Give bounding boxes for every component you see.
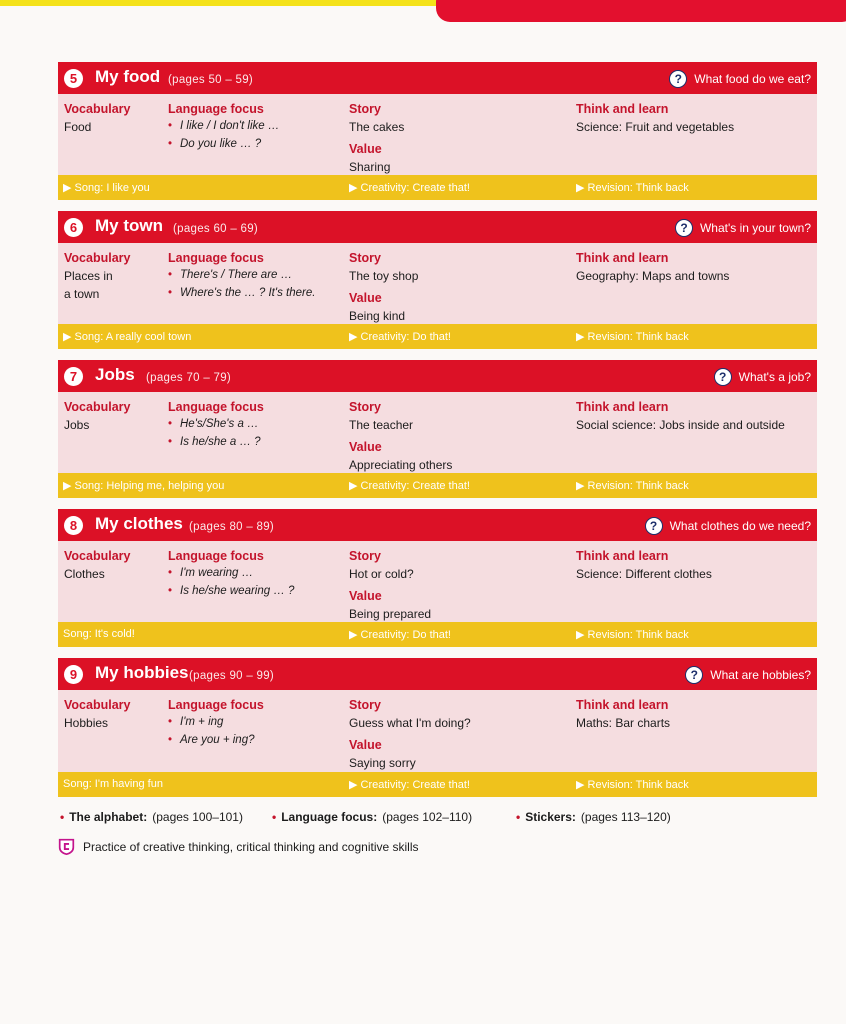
song-bar bbox=[58, 175, 817, 200]
unit-number-badge: 9 bbox=[64, 665, 83, 684]
footer-focus-label: Language focus: bbox=[281, 810, 378, 824]
language-focus-heading: Language focus bbox=[168, 549, 264, 563]
footer-stickers-pages: (pages 113–120) bbox=[580, 810, 671, 824]
think-and-learn-heading: Think and learn bbox=[576, 698, 669, 712]
unit-pages: (pages 90 – 99) bbox=[189, 670, 275, 682]
language-focus-list bbox=[168, 118, 279, 153]
language-focus-heading: Language focus bbox=[168, 102, 264, 116]
unit-header bbox=[58, 509, 817, 541]
value-text: Saying sorry bbox=[349, 756, 416, 770]
footer-alphabet-label: The alphabet: bbox=[69, 810, 148, 824]
vocabulary-heading: Vocabulary bbox=[64, 698, 131, 712]
footer-alphabet-pages: (pages 100–101) bbox=[152, 810, 243, 824]
value-heading: Value bbox=[349, 738, 382, 752]
language-focus-item: • I'm + ing bbox=[168, 714, 264, 732]
unit-6 bbox=[58, 211, 817, 349]
language-focus-heading: Language focus bbox=[168, 698, 264, 712]
footer-alphabet bbox=[60, 810, 243, 824]
vocabulary-heading: Vocabulary bbox=[64, 400, 131, 414]
creativity-label: ▶ Creativity: Create that! bbox=[349, 480, 470, 492]
think-and-learn-heading: Think and learn bbox=[576, 400, 669, 414]
story-title: The toy shop bbox=[349, 269, 419, 283]
language-focus-item: • I'm wearing … bbox=[168, 565, 294, 583]
think-and-learn-column bbox=[576, 249, 729, 285]
unit-number-badge: 5 bbox=[64, 69, 83, 88]
story-title: The teacher bbox=[349, 418, 414, 432]
unit-question-text: What's in your town? bbox=[699, 221, 811, 235]
language-focus-list bbox=[168, 565, 294, 600]
unit-question-text: What's a job? bbox=[738, 370, 811, 384]
creativity-label: ▶ Creativity: Do that! bbox=[349, 331, 451, 343]
language-focus-list bbox=[168, 714, 264, 749]
story-heading: Story bbox=[349, 698, 381, 712]
value-text: Appreciating others bbox=[349, 458, 453, 472]
language-focus-item: • Do you like … ? bbox=[168, 136, 279, 154]
vocabulary-column bbox=[64, 100, 130, 136]
language-focus-column bbox=[168, 249, 315, 302]
value-heading: Value bbox=[349, 142, 382, 156]
vocabulary-line: Food bbox=[64, 120, 92, 134]
language-focus-column bbox=[168, 547, 294, 600]
unit-question bbox=[645, 517, 811, 535]
unit-title: My clothes bbox=[95, 514, 183, 533]
language-focus-item: • Are you + ing? bbox=[168, 732, 264, 750]
story-heading: Story bbox=[349, 251, 381, 265]
unit-title: My food bbox=[95, 67, 161, 86]
footer-focus-pages: (pages 102–110) bbox=[382, 810, 473, 824]
revision-label: ▶ Revision: Think back bbox=[576, 182, 689, 194]
top-yellow-strip bbox=[0, 0, 460, 6]
unit-question bbox=[675, 219, 811, 237]
vocabulary-line: Clothes bbox=[64, 567, 105, 581]
story-column bbox=[349, 100, 404, 176]
unit-question bbox=[669, 70, 811, 88]
creativity-label: ▶ Creativity: Create that! bbox=[349, 182, 470, 194]
think-and-learn-column bbox=[576, 547, 712, 583]
vocabulary-column bbox=[64, 547, 130, 583]
language-focus-list bbox=[168, 416, 264, 451]
think-and-learn-heading: Think and learn bbox=[576, 549, 669, 563]
creativity-label: ▶ Creativity: Do that! bbox=[349, 629, 451, 641]
language-focus-column bbox=[168, 398, 264, 451]
revision-label: ▶ Revision: Think back bbox=[576, 779, 689, 791]
question-icon: ? bbox=[685, 666, 703, 684]
song-bar bbox=[58, 324, 817, 349]
value-heading: Value bbox=[349, 440, 382, 454]
vocabulary-column bbox=[64, 249, 130, 303]
question-icon: ? bbox=[675, 219, 693, 237]
thinking-skills-icon bbox=[58, 838, 75, 855]
story-column bbox=[349, 547, 431, 623]
story-column bbox=[349, 696, 471, 772]
vocabulary-column bbox=[64, 696, 130, 732]
question-icon: ? bbox=[669, 70, 687, 88]
unit-question bbox=[685, 666, 811, 684]
song-bar bbox=[58, 772, 817, 797]
unit-header bbox=[58, 211, 817, 243]
story-column bbox=[349, 398, 452, 474]
language-focus-item: • Where's the … ? It's there. bbox=[168, 285, 315, 303]
bullet-icon: • bbox=[516, 810, 521, 824]
unit-question-text: What are hobbies? bbox=[710, 668, 811, 682]
vocabulary-line: Jobs bbox=[64, 418, 90, 432]
think-and-learn-topic: Science: Different clothes bbox=[576, 567, 712, 581]
bullet-icon: • bbox=[272, 810, 277, 824]
vocabulary-heading: Vocabulary bbox=[64, 549, 131, 563]
unit-question bbox=[714, 368, 811, 386]
song-bar bbox=[58, 622, 817, 647]
unit-number-badge: 8 bbox=[64, 516, 83, 535]
practice-note bbox=[58, 838, 418, 855]
language-focus-heading: Language focus bbox=[168, 400, 264, 414]
song-bar bbox=[58, 473, 817, 498]
question-icon: ? bbox=[714, 368, 732, 386]
story-heading: Story bbox=[349, 549, 381, 563]
language-focus-list bbox=[168, 267, 315, 302]
unit-question-text: What clothes do we need? bbox=[669, 519, 811, 533]
song-label: ▶ Song: A really cool town bbox=[63, 331, 192, 343]
think-and-learn-topic: Science: Fruit and vegetables bbox=[576, 120, 735, 134]
think-and-learn-heading: Think and learn bbox=[576, 251, 669, 265]
story-title: Hot or cold? bbox=[349, 567, 414, 581]
think-and-learn-topic: Geography: Maps and towns bbox=[576, 269, 730, 283]
story-heading: Story bbox=[349, 102, 381, 116]
unit-5 bbox=[58, 62, 817, 200]
story-heading: Story bbox=[349, 400, 381, 414]
story-title: Guess what I'm doing? bbox=[349, 716, 471, 730]
vocabulary-line: Hobbies bbox=[64, 716, 109, 730]
song-label: ▶ Song: I like you bbox=[63, 182, 150, 194]
unit-header bbox=[58, 360, 817, 392]
think-and-learn-column bbox=[576, 696, 670, 732]
unit-pages: (pages 60 – 69) bbox=[173, 223, 259, 235]
language-focus-heading: Language focus bbox=[168, 251, 264, 265]
unit-number-badge: 6 bbox=[64, 218, 83, 237]
revision-label: ▶ Revision: Think back bbox=[576, 331, 689, 343]
think-and-learn-column bbox=[576, 100, 734, 136]
unit-header bbox=[58, 658, 817, 690]
language-focus-column bbox=[168, 100, 279, 153]
value-text: Being kind bbox=[349, 309, 406, 323]
think-and-learn-column bbox=[576, 398, 785, 434]
creativity-label: ▶ Creativity: Create that! bbox=[349, 779, 470, 791]
unit-question-text: What food do we eat? bbox=[694, 72, 811, 86]
vocabulary-column bbox=[64, 398, 130, 434]
song-label: ▶ Song: Helping me, helping you bbox=[63, 480, 225, 492]
unit-pages: (pages 70 – 79) bbox=[146, 372, 232, 384]
question-icon: ? bbox=[645, 517, 663, 535]
language-focus-column bbox=[168, 696, 264, 749]
think-and-learn-heading: Think and learn bbox=[576, 102, 669, 116]
language-focus-item: • I like / I don't like … bbox=[168, 118, 279, 136]
footer-stickers-label: Stickers: bbox=[525, 810, 576, 824]
language-focus-item: • Is he/she a … ? bbox=[168, 434, 264, 452]
song-label: Song: I'm having fun bbox=[63, 778, 163, 790]
unit-pages: (pages 80 – 89) bbox=[189, 521, 275, 533]
unit-8 bbox=[58, 509, 817, 647]
footer-stickers bbox=[516, 810, 671, 824]
unit-number-badge: 7 bbox=[64, 367, 83, 386]
unit-header bbox=[58, 62, 817, 94]
vocabulary-line: a town bbox=[64, 287, 100, 301]
unit-title: Jobs bbox=[95, 365, 135, 384]
revision-label: ▶ Revision: Think back bbox=[576, 629, 689, 641]
value-text: Being prepared bbox=[349, 607, 432, 621]
value-text: Sharing bbox=[349, 160, 391, 174]
vocabulary-heading: Vocabulary bbox=[64, 102, 131, 116]
unit-7 bbox=[58, 360, 817, 498]
think-and-learn-topic: Social science: Jobs inside and outside bbox=[576, 418, 785, 432]
top-red-tab bbox=[436, 0, 846, 22]
story-column bbox=[349, 249, 418, 325]
unit-title: My hobbies bbox=[95, 663, 189, 682]
unit-9 bbox=[58, 658, 817, 797]
language-focus-item: • Is he/she wearing … ? bbox=[168, 583, 294, 601]
footer-language-focus bbox=[272, 810, 472, 824]
value-heading: Value bbox=[349, 589, 382, 603]
language-focus-item: • There's / There are … bbox=[168, 267, 315, 285]
practice-text: Practice of creative thinking, critical thinking and cognitive skills bbox=[83, 839, 419, 854]
vocabulary-line: Places in bbox=[64, 269, 113, 283]
vocabulary-heading: Vocabulary bbox=[64, 251, 131, 265]
unit-title: My town bbox=[95, 216, 163, 235]
think-and-learn-topic: Maths: Bar charts bbox=[576, 716, 671, 730]
unit-pages: (pages 50 – 59) bbox=[168, 74, 254, 86]
story-title: The cakes bbox=[349, 120, 405, 134]
language-focus-item: • He's/She's a … bbox=[168, 416, 264, 434]
song-label: Song: It's cold! bbox=[63, 628, 135, 640]
bullet-icon: • bbox=[60, 810, 65, 824]
value-heading: Value bbox=[349, 291, 382, 305]
revision-label: ▶ Revision: Think back bbox=[576, 480, 689, 492]
